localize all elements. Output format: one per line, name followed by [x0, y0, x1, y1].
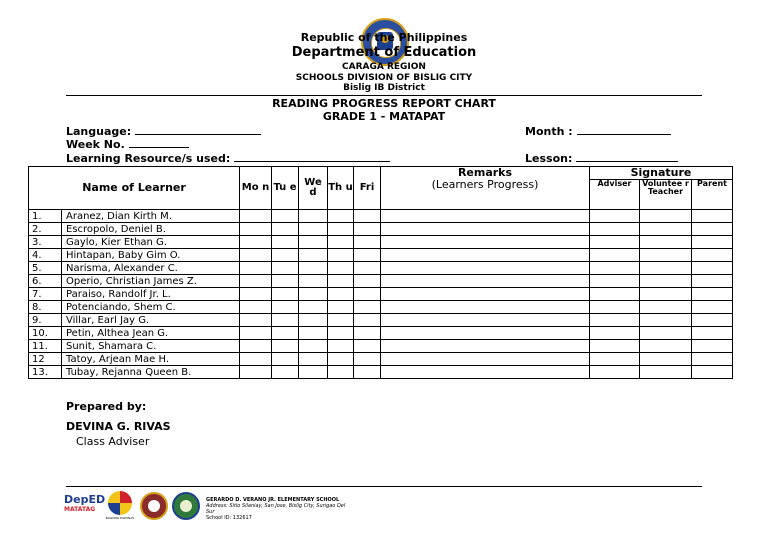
learner-number: 13. — [29, 366, 62, 379]
wed-cell[interactable] — [299, 301, 328, 314]
learner-number: 6. — [29, 275, 62, 288]
table-row — [29, 210, 733, 223]
adviser-signature-cell[interactable] — [590, 210, 640, 223]
volunteer-teacher-signature-cell[interactable] — [640, 366, 692, 379]
parent-signature-cell[interactable] — [692, 288, 733, 301]
learner-number: 11. — [29, 340, 62, 353]
volunteer-teacher-signature-cell[interactable] — [640, 340, 692, 353]
mon-cell[interactable] — [240, 223, 272, 236]
grade-title: GRADE 1 - MATAPAT — [322, 110, 446, 123]
mon-cell[interactable] — [240, 210, 272, 223]
tue-cell[interactable] — [272, 262, 299, 275]
remarks-cell[interactable] — [381, 340, 590, 353]
adviser-signature-cell[interactable] — [590, 327, 640, 340]
school-name: GERARDO D. VERANO JR. ELEMENTARY SCHOOL — [206, 497, 340, 503]
learner-name: Sunit, Shamara C. — [62, 340, 240, 353]
thu-cell[interactable] — [328, 210, 354, 223]
month-blank[interactable] — [577, 124, 671, 135]
fri-cell[interactable] — [354, 249, 381, 262]
language-blank[interactable] — [135, 124, 261, 135]
thu-cell[interactable] — [328, 327, 354, 340]
table-row — [29, 353, 733, 366]
learner-number: 1. — [29, 210, 62, 223]
fri-cell[interactable] — [354, 210, 381, 223]
learner-name: Villar, Earl Jay G. — [62, 314, 240, 327]
mon-cell[interactable] — [240, 275, 272, 288]
tue-cell[interactable] — [272, 353, 299, 366]
bagong-pilipinas-logo — [105, 491, 135, 521]
deped-matatag-logo — [64, 493, 106, 520]
table-row — [29, 262, 733, 275]
fri-cell[interactable] — [354, 314, 381, 327]
thu-cell[interactable] — [328, 249, 354, 262]
fri-cell[interactable] — [354, 353, 381, 366]
header-department: Department of Education — [291, 45, 477, 60]
remarks-cell[interactable] — [381, 314, 590, 327]
table-row — [29, 288, 733, 301]
reading-progress-table — [28, 166, 733, 379]
adviser-signature-cell[interactable] — [590, 353, 640, 366]
table-row — [29, 275, 733, 288]
mon-cell[interactable] — [240, 249, 272, 262]
learner-rows — [29, 210, 733, 379]
signature-header: Signature — [590, 167, 733, 180]
thu-cell[interactable] — [328, 236, 354, 249]
month-label: Month : — [525, 125, 573, 138]
learner-number: 8. — [29, 301, 62, 314]
header-region: CARAGA REGION — [342, 62, 426, 72]
learner-name: Potenciando, Shem C. — [62, 301, 240, 314]
adviser-signature-cell[interactable] — [590, 249, 640, 262]
remarks-cell[interactable] — [381, 249, 590, 262]
table-row — [29, 340, 733, 353]
lesson-label: Lesson: — [525, 152, 573, 165]
tue-cell[interactable] — [272, 288, 299, 301]
tue-cell[interactable] — [272, 340, 299, 353]
volunteer-teacher-signature-cell[interactable] — [640, 353, 692, 366]
resource-label: Learning Resource/s used: — [66, 152, 231, 165]
adviser-signature-cell[interactable] — [590, 288, 640, 301]
thu-cell[interactable] — [328, 262, 354, 275]
table-row — [29, 301, 733, 314]
adviser-signature-cell[interactable] — [590, 301, 640, 314]
tue-cell[interactable] — [272, 223, 299, 236]
school-address: Address: Sitio Silaniay, San Jose, Bislig City, Surigao Del Sur — [206, 503, 346, 515]
fri-cell[interactable] — [354, 301, 381, 314]
learner-name: Paraiso, Randolf Jr. L. — [62, 288, 240, 301]
wed-cell[interactable] — [299, 288, 328, 301]
header-republic: Republic of the Philippines — [300, 31, 468, 44]
fri-cell[interactable] — [354, 327, 381, 340]
parent-signature-cell[interactable] — [692, 223, 733, 236]
table-row — [29, 314, 733, 327]
volunteer-teacher-signature-cell[interactable] — [640, 275, 692, 288]
remarks-cell[interactable] — [381, 236, 590, 249]
learner-number: 10. — [29, 327, 62, 340]
wed-cell[interactable] — [299, 210, 328, 223]
wed-cell[interactable] — [299, 366, 328, 379]
school-seal-icon — [172, 492, 200, 520]
wed-cell[interactable] — [299, 314, 328, 327]
learner-name: Hintapan, Baby Gim O. — [62, 249, 240, 262]
learner-number: 7. — [29, 288, 62, 301]
sig-parent-header: Parent — [692, 180, 733, 210]
remarks-header — [381, 167, 590, 210]
volunteer-teacher-signature-cell[interactable] — [640, 314, 692, 327]
remarks-cell[interactable] — [381, 275, 590, 288]
volunteer-teacher-signature-cell[interactable] — [640, 327, 692, 340]
learner-name: Aranez, Dian Kirth M. — [62, 210, 240, 223]
remarks-cell[interactable] — [381, 327, 590, 340]
prepared-by-label: Prepared by: — [66, 400, 147, 413]
fri-cell[interactable] — [354, 340, 381, 353]
parent-signature-cell[interactable] — [692, 210, 733, 223]
mon-cell[interactable] — [240, 366, 272, 379]
sig-volunteer-teacher-header: Voluntee r Teacher — [640, 180, 692, 210]
thu-cell[interactable] — [328, 340, 354, 353]
thu-cell[interactable] — [328, 301, 354, 314]
adviser-signature-cell[interactable] — [590, 366, 640, 379]
volunteer-teacher-signature-cell[interactable] — [640, 301, 692, 314]
thu-cell[interactable] — [328, 314, 354, 327]
language-field — [66, 124, 261, 138]
mon-cell[interactable] — [240, 340, 272, 353]
thu-cell[interactable] — [328, 223, 354, 236]
learner-name: Tatoy, Arjean Mae H. — [62, 353, 240, 366]
remarks-cell[interactable] — [381, 288, 590, 301]
table-row — [29, 327, 733, 340]
header-divider — [66, 95, 702, 96]
lesson-blank[interactable] — [576, 151, 678, 162]
sig-adviser-header: Adviser — [590, 180, 640, 210]
week-label: Week No. — [66, 138, 125, 151]
fri-cell[interactable] — [354, 223, 381, 236]
learner-number: 4. — [29, 249, 62, 262]
parent-signature-cell[interactable] — [692, 366, 733, 379]
learner-name: Tubay, Rejanna Queen B. — [62, 366, 240, 379]
adviser-signature-cell[interactable] — [590, 275, 640, 288]
learner-name: Operio, Christian James Z. — [62, 275, 240, 288]
fri-cell[interactable] — [354, 275, 381, 288]
day-header-wed: We d — [299, 167, 328, 210]
resource-blank[interactable] — [234, 151, 390, 162]
mon-cell[interactable] — [240, 262, 272, 275]
tue-cell[interactable] — [272, 249, 299, 262]
mon-cell[interactable] — [240, 301, 272, 314]
wed-cell[interactable] — [299, 249, 328, 262]
learner-number: 5. — [29, 262, 62, 275]
tue-cell[interactable] — [272, 210, 299, 223]
volunteer-teacher-signature-cell[interactable] — [640, 236, 692, 249]
wed-cell[interactable] — [299, 353, 328, 366]
tue-cell[interactable] — [272, 366, 299, 379]
remarks-cell[interactable] — [381, 210, 590, 223]
fri-cell[interactable] — [354, 366, 381, 379]
header-district: Bislig IB District — [343, 83, 425, 93]
fri-cell[interactable] — [354, 288, 381, 301]
division-seal-icon — [140, 492, 168, 520]
school-id: School ID: 132617 — [206, 515, 252, 521]
volunteer-teacher-signature-cell[interactable] — [640, 249, 692, 262]
wed-cell[interactable] — [299, 275, 328, 288]
wed-cell[interactable] — [299, 223, 328, 236]
adviser-signature-cell[interactable] — [590, 223, 640, 236]
matatag-text: MATATAG — [64, 506, 96, 513]
mon-cell[interactable] — [240, 353, 272, 366]
learner-number: 3. — [29, 236, 62, 249]
wed-cell[interactable] — [299, 340, 328, 353]
month-field — [525, 124, 671, 138]
parent-signature-cell[interactable] — [692, 262, 733, 275]
thu-cell[interactable] — [328, 366, 354, 379]
table-row — [29, 236, 733, 249]
learner-name: Escropolo, Deniel B. — [62, 223, 240, 236]
volunteer-teacher-signature-cell[interactable] — [640, 288, 692, 301]
remarks-title: Remarks — [457, 166, 513, 179]
parent-signature-cell[interactable] — [692, 314, 733, 327]
parent-signature-cell[interactable] — [692, 340, 733, 353]
parent-signature-cell[interactable] — [692, 327, 733, 340]
lesson-field — [525, 151, 678, 165]
learner-number: 2. — [29, 223, 62, 236]
mon-cell[interactable] — [240, 236, 272, 249]
day-header-mon: Mo n — [240, 167, 272, 210]
volunteer-teacher-signature-cell[interactable] — [640, 210, 692, 223]
fri-cell[interactable] — [354, 262, 381, 275]
preparer-name: DEVINA G. RIVAS — [66, 420, 171, 433]
mon-cell[interactable] — [240, 327, 272, 340]
week-field — [66, 137, 189, 151]
parent-signature-cell[interactable] — [692, 353, 733, 366]
parent-signature-cell[interactable] — [692, 236, 733, 249]
table-row — [29, 366, 733, 379]
bagong-pilipinas-icon — [108, 491, 132, 515]
mon-cell[interactable] — [240, 288, 272, 301]
preparer-role: Class Adviser — [76, 435, 150, 448]
tue-cell[interactable] — [272, 236, 299, 249]
remarks-cell[interactable] — [381, 223, 590, 236]
table-row — [29, 249, 733, 262]
volunteer-teacher-signature-cell[interactable] — [640, 223, 692, 236]
tue-cell[interactable] — [272, 275, 299, 288]
name-of-learner-header: Name of Learner — [29, 167, 240, 210]
thu-cell[interactable] — [328, 353, 354, 366]
week-blank[interactable] — [129, 137, 189, 148]
wed-cell[interactable] — [299, 262, 328, 275]
remarks-cell[interactable] — [381, 301, 590, 314]
adviser-signature-cell[interactable] — [590, 236, 640, 249]
header-division: SCHOOLS DIVISION OF BISLIG CITY — [295, 73, 473, 83]
wed-cell[interactable] — [299, 327, 328, 340]
parent-signature-cell[interactable] — [692, 275, 733, 288]
remarks-cell[interactable] — [381, 366, 590, 379]
thu-cell[interactable] — [328, 288, 354, 301]
learner-name: Gaylo, Kier Ethan G. — [62, 236, 240, 249]
adviser-signature-cell[interactable] — [590, 262, 640, 275]
volunteer-teacher-signature-cell[interactable] — [640, 262, 692, 275]
table-row — [29, 223, 733, 236]
day-header-tue: Tu e — [272, 167, 299, 210]
thu-cell[interactable] — [328, 275, 354, 288]
bagong-pilipinas-text: BAGONG PILIPINAS — [105, 516, 135, 520]
adviser-signature-cell[interactable] — [590, 314, 640, 327]
remarks-subtitle: (Learners Progress) — [431, 178, 539, 191]
day-header-thu: Th u — [328, 167, 354, 210]
deped-logo-text: DepED — [64, 493, 106, 506]
wed-cell[interactable] — [299, 236, 328, 249]
language-label: Language: — [66, 125, 132, 138]
footer-divider — [66, 486, 702, 487]
resource-field — [66, 151, 390, 165]
parent-signature-cell[interactable] — [692, 249, 733, 262]
mon-cell[interactable] — [240, 314, 272, 327]
report-title: READING PROGRESS REPORT CHART — [272, 97, 496, 110]
day-header-fri: Fri — [354, 167, 381, 210]
remarks-cell[interactable] — [381, 353, 590, 366]
school-info — [206, 497, 351, 521]
remarks-cell[interactable] — [381, 262, 590, 275]
fri-cell[interactable] — [354, 236, 381, 249]
learner-number: 12 — [29, 353, 62, 366]
learner-name: Narisma, Alexander C. — [62, 262, 240, 275]
tue-cell[interactable] — [272, 301, 299, 314]
adviser-signature-cell[interactable] — [590, 340, 640, 353]
learner-name: Petin, Althea Jean G. — [62, 327, 240, 340]
parent-signature-cell[interactable] — [692, 301, 733, 314]
tue-cell[interactable] — [272, 314, 299, 327]
learner-number: 9. — [29, 314, 62, 327]
tue-cell[interactable] — [272, 327, 299, 340]
